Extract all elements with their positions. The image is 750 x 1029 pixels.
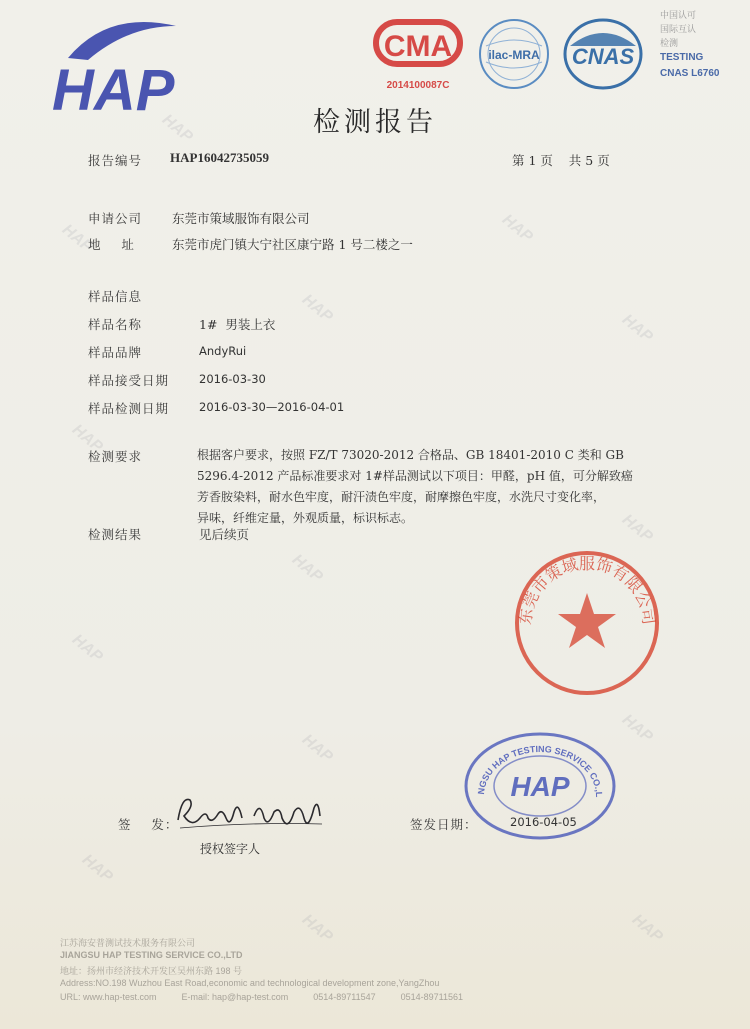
requirements-line: 5296.4-2012 产品标准要求对 1#样品测试以下项目：甲醛，pH 值，可分解致癌 <box>197 469 633 483</box>
requirements-line: 芳香胺染料，耐水色牢度，耐汗渍色牢度，耐摩擦色牢度，水洗尺寸变化率， <box>197 490 606 504</box>
hap-watermark: HAP <box>78 851 116 886</box>
accreditation-line: 国际互认 <box>660 24 697 34</box>
report-number-label: 报告编号 <box>88 153 143 168</box>
svg-text:2014100087C: 2014100087C <box>386 80 450 91</box>
svg-text:东莞市策域服饰有限公司: 东莞市策域服饰有限公司 <box>515 553 659 626</box>
footer-line: 地址：扬州市经济技术开发区吴州东路 198 号 <box>60 966 243 976</box>
hap-watermark: HAP <box>618 311 656 346</box>
requirements-text <box>197 445 647 529</box>
requirements-label: 检测要求 <box>88 449 143 464</box>
hap-watermark: HAP <box>68 421 106 456</box>
address-label: 地 址 <box>88 237 135 252</box>
accreditation-line: 检测 <box>660 38 679 48</box>
sample-name-label: 样品名称 <box>88 317 143 332</box>
hap-watermark: HAP <box>618 511 656 546</box>
svg-text:HAP: HAP <box>52 58 175 118</box>
svg-text:ilac-MRA: ilac-MRA <box>488 48 540 62</box>
handwritten-signature <box>172 788 332 838</box>
report-number: HAP16042735059 <box>170 150 269 165</box>
signature-sublabel: 授权签字人 <box>200 842 261 856</box>
hap-watermark: HAP <box>628 911 666 946</box>
footer-line: URL: www.hap-test.com E-mail: hap@hap-test.com 0514-89711547 0514-89711561 <box>60 992 464 1002</box>
sample-section-label: 样品信息 <box>88 289 143 304</box>
company-name: 东莞市策域服饰有限公司 <box>172 211 310 226</box>
accreditation-line: 中国认可 <box>660 10 697 20</box>
sample-received-label: 样品接受日期 <box>88 373 170 388</box>
ilac-mra-mark <box>476 16 552 92</box>
footer-line: JIANGSU HAP TESTING SERVICE CO.,LTD <box>60 950 243 960</box>
hap-watermark: HAP <box>298 291 336 326</box>
sample-name: 1# 男装上衣 <box>199 317 276 332</box>
signature-label: 签 发： <box>118 817 179 832</box>
hap-watermark: HAP <box>68 631 106 666</box>
sample-brand: AndyRui <box>199 344 247 358</box>
page-indicator: 第 1 页 共 5 页 <box>512 153 610 168</box>
svg-text:JIANGSU HAP TESTING SERVICE CO: NGSU HAP TESTING SERVICE CO.,L <box>475 743 605 797</box>
cnas-mark <box>562 16 644 92</box>
sample-tested-date: 2016-03-30—2016-04-01 <box>199 400 345 414</box>
svg-text:CNAS: CNAS <box>571 44 635 69</box>
accreditation-text <box>660 8 740 82</box>
hap-watermark: HAP <box>618 711 656 746</box>
footer-line: Address:NO.198 Wuzhou East Road,economic and technological development zone,YangZhou <box>60 978 440 988</box>
result-label: 检测结果 <box>88 527 143 542</box>
issue-date-label: 签发日期： <box>410 817 478 832</box>
accreditation-line: CNAS L6760 <box>660 68 720 79</box>
sample-brand-label: 样品品牌 <box>88 345 143 360</box>
requirements-line: 异味，纤维定量，外观质量，标识标志。 <box>197 511 414 525</box>
accreditation-line: TESTING <box>660 52 704 63</box>
page-title: 检测报告 <box>313 107 437 138</box>
svg-text:HAP: HAP <box>510 771 570 802</box>
sample-tested-label: 样品检测日期 <box>88 401 170 416</box>
sample-received-date: 2016-03-30 <box>199 372 266 386</box>
hap-watermark: HAP <box>298 731 336 766</box>
cma-mark <box>372 18 464 96</box>
hap-watermark: HAP <box>158 111 196 146</box>
footer-line: 江苏海安普测试技术服务有限公司 <box>60 938 196 948</box>
issue-date: 2016-04-05 <box>510 815 577 829</box>
svg-text:CMA: CMA <box>383 30 453 63</box>
company-seal <box>512 548 662 698</box>
hap-watermark: HAP <box>58 221 96 256</box>
hap-seal <box>462 730 618 842</box>
result-value: 见后续页 <box>199 527 250 542</box>
hap-watermark: HAP <box>288 551 326 586</box>
address-value: 东莞市虎门镇大宁社区康宁路 1 号二楼之一 <box>172 237 413 252</box>
hap-watermark: HAP <box>498 211 536 246</box>
company-label: 申请公司 <box>88 211 143 226</box>
hap-watermark: HAP <box>298 911 336 946</box>
requirements-line: 根据客户要求，按照 FZ/T 73020-2012 合格品、GB 18401-2010 C 类和 GB <box>197 448 624 462</box>
